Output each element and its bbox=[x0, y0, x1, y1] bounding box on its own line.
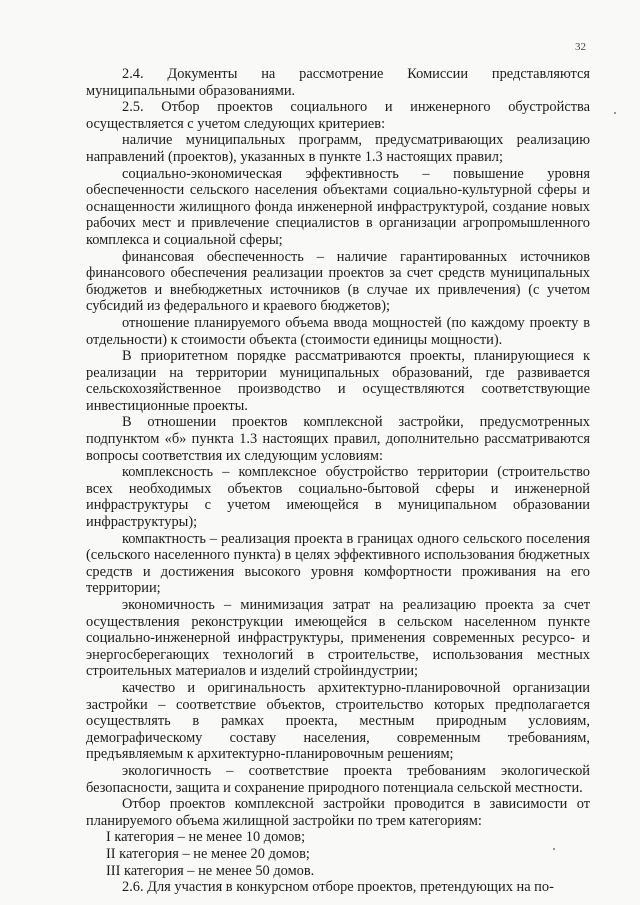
condition-complexity: комплексность – комплексное обустройство территории (строительство всех необходимых объектов социально-бытовой сферы и инженерной инфраструктуры с учетом имеющейся в муниципальном образовании инфраструктуры); bbox=[86, 464, 590, 531]
condition-economy: экономичность – минимизация затрат на реализацию проекта за счет осуществления реконструкции имеющейся в сельском населенном пункте социально-инженерной инфраструктуры, применения современных ресурсо- и энергосберегающих технологий в строительстве, использования местных строительных материалов и изделий стройиндустрии; bbox=[86, 597, 590, 680]
criterion-programs: наличие муниципальных программ, предусматривающих реализацию направлений (проектов), указанных в пункте 1.3 настоящих правил; bbox=[86, 132, 590, 165]
criterion-capacity: отношение планируемого объема ввода мощностей (по каждому проекту в отдельности) к стоимости объекта (стоимости единицы мощности). bbox=[86, 314, 590, 348]
paragraph-2-5: 2.5. Отбор проектов социального и инженерного обустройства осуществляется с учетом следующих критериев: bbox=[86, 99, 590, 132]
category-3: III категория – не менее 50 домов. bbox=[106, 862, 315, 879]
paragraph-2-4: 2.4. Документы на рассмотрение Комиссии представляются муниципальными образованиями. bbox=[86, 66, 590, 99]
criterion-socioeconomic: социально-экономическая эффективность – повышение уровня обеспеченности сельского населения объектами социально-культурной сферы и оснащенности жилищного фонда инженерной инфраструктурой, создание новых рабочих мест и привлечение специалистов в организации агропромышленного комплекса и социальной сферы; bbox=[86, 165, 590, 248]
condition-quality: качество и оригинальность архитектурно-планировочной организации застройки – соответствие объектов, строительство которых предполагается осуществлять в рамках проекта, местным природным условиям, демографическому составу населения, современным требованиям, предъявляемым к архитектурно-планировочным решениям; bbox=[86, 679, 590, 763]
scan-speck bbox=[614, 112, 616, 114]
paragraph-2-6: 2.6. Для участия в конкурсном отборе проектов, претендующих на по- bbox=[122, 879, 554, 896]
category-1: I категория – не менее 10 домов; bbox=[106, 829, 306, 846]
criterion-financial: финансовая обеспеченность – наличие гарантированных источников финансового обеспечения реализации проектов за счет средств муниципальных бюджетов и внебюджетных источников (в случае их привлечения) (с учетом субсидий из федерального и краевого бюджетов); bbox=[86, 248, 590, 315]
scan-speck bbox=[553, 848, 555, 850]
condition-compactness: компактность – реализация проекта в границах одного сельского поселения (сельского населенного пункта) в целях эффективного использования бюджетных средств и достижения высокого уровня комфортности проживания на его территории; bbox=[86, 530, 590, 597]
document-body bbox=[86, 66, 590, 896]
condition-ecology: экологичность – соответствие проекта требованиям экологической безопасности, защита и сохранение природного потенциала сельской местности. bbox=[86, 762, 590, 796]
page-number: 32 bbox=[575, 41, 586, 53]
category-2: II категория – не менее 20 домов; bbox=[106, 845, 310, 862]
paragraph-priority: В приоритетном порядке рассматриваются проекты, планирующиеся к реализации на территории муниципальных образований, где развивается сельскохозяйственное производство и осуществляются соответствующие инвестиционные проекты. bbox=[86, 348, 590, 414]
paragraph-categories: Отбор проектов комплексной застройки проводится в зависимости от планируемого объема жилищной застройки по трем категориям: bbox=[86, 796, 590, 829]
paragraph-complex-development: В отношении проектов комплексной застройки, предусмотренных подпунктом «б» пункта 1.3 настоящих правил, дополнительно рассматриваются вопросы соответствия их следующим условиям: bbox=[86, 414, 590, 464]
